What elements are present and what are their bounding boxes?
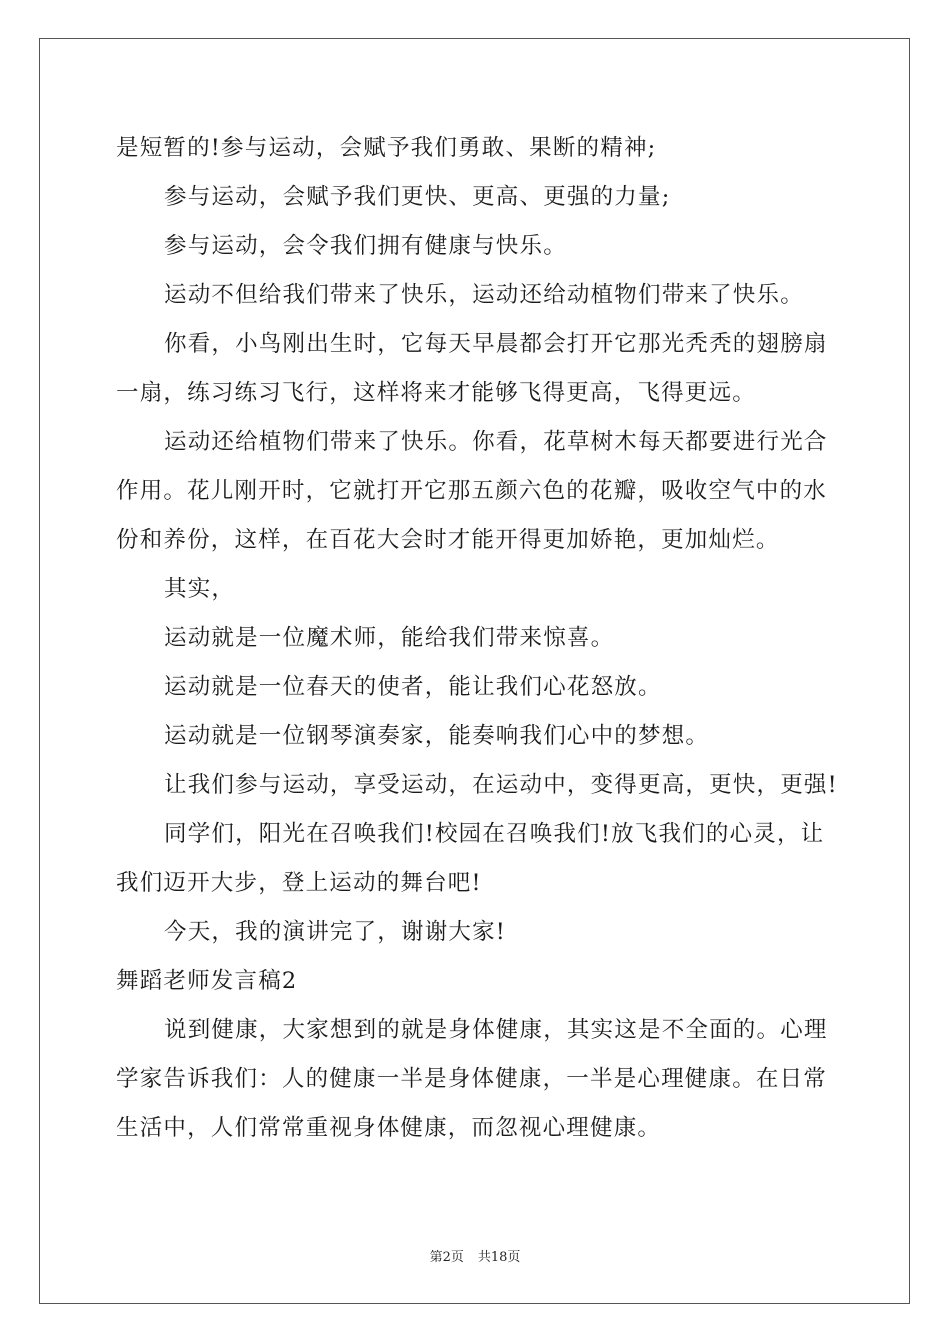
page-total: 共18页 <box>477 1250 521 1265</box>
text-line: 运动还给植物们带来了快乐。你看，花草树木每天都要进行光合 <box>164 429 828 455</box>
section-heading: 舞蹈老师发言稿2 <box>116 968 298 994</box>
text-line: 是短暂的!参与运动，会赋予我们勇敢、果断的精神; <box>116 135 657 161</box>
text-line: 学家告诉我们：人的健康一半是身体健康，一半是心理健康。在日常 <box>116 1066 828 1092</box>
document-body <box>116 124 838 1153</box>
text-line: 生活中，人们常常重视身体健康，而忽视心理健康。 <box>116 1115 662 1141</box>
text-line: 说到健康，大家想到的就是身体健康，其实这是不全面的。心理 <box>164 1017 828 1043</box>
text-line: 你看，小鸟刚出生时，它每天早晨都会打开它那光秃秃的翅膀扇 <box>164 331 828 357</box>
text-line: 我们迈开大步，登上运动的舞台吧! <box>116 870 482 896</box>
text-line: 同学们，阳光在召唤我们!校园在召唤我们!放飞我们的心灵，让 <box>164 821 825 847</box>
text-line: 作用。花儿刚开时，它就打开它那五颜六色的花瓣，吸收空气中的水 <box>116 478 828 504</box>
text-line: 今天，我的演讲完了，谢谢大家! <box>164 919 507 945</box>
text-line: 运动就是一位魔术师，能给我们带来惊喜。 <box>164 625 615 651</box>
text-line: 运动不但给我们带来了快乐，运动还给动植物们带来了快乐。 <box>164 282 804 308</box>
text-line: 运动就是一位春天的使者，能让我们心花怒放。 <box>164 674 662 700</box>
text-line: 让我们参与运动，享受运动，在运动中，变得更高，更快，更强! <box>164 772 838 798</box>
text-line: 其实， <box>164 576 236 602</box>
text-line: 参与运动，会赋予我们更快、更高、更强的力量; <box>164 184 671 210</box>
text-line: 参与运动，会令我们拥有健康与快乐。 <box>164 233 567 259</box>
text-line: 运动就是一位钢琴演奏家，能奏响我们心中的梦想。 <box>164 723 710 749</box>
text-line: 份和养份，这样，在百花大会时才能开得更加娇艳，更加灿烂。 <box>116 527 780 553</box>
page-number: 第2页 <box>429 1250 464 1265</box>
page-footer <box>0 1246 950 1265</box>
text-line: 一扇，练习练习飞行，这样将来才能够飞得更高，飞得更远。 <box>116 380 756 406</box>
